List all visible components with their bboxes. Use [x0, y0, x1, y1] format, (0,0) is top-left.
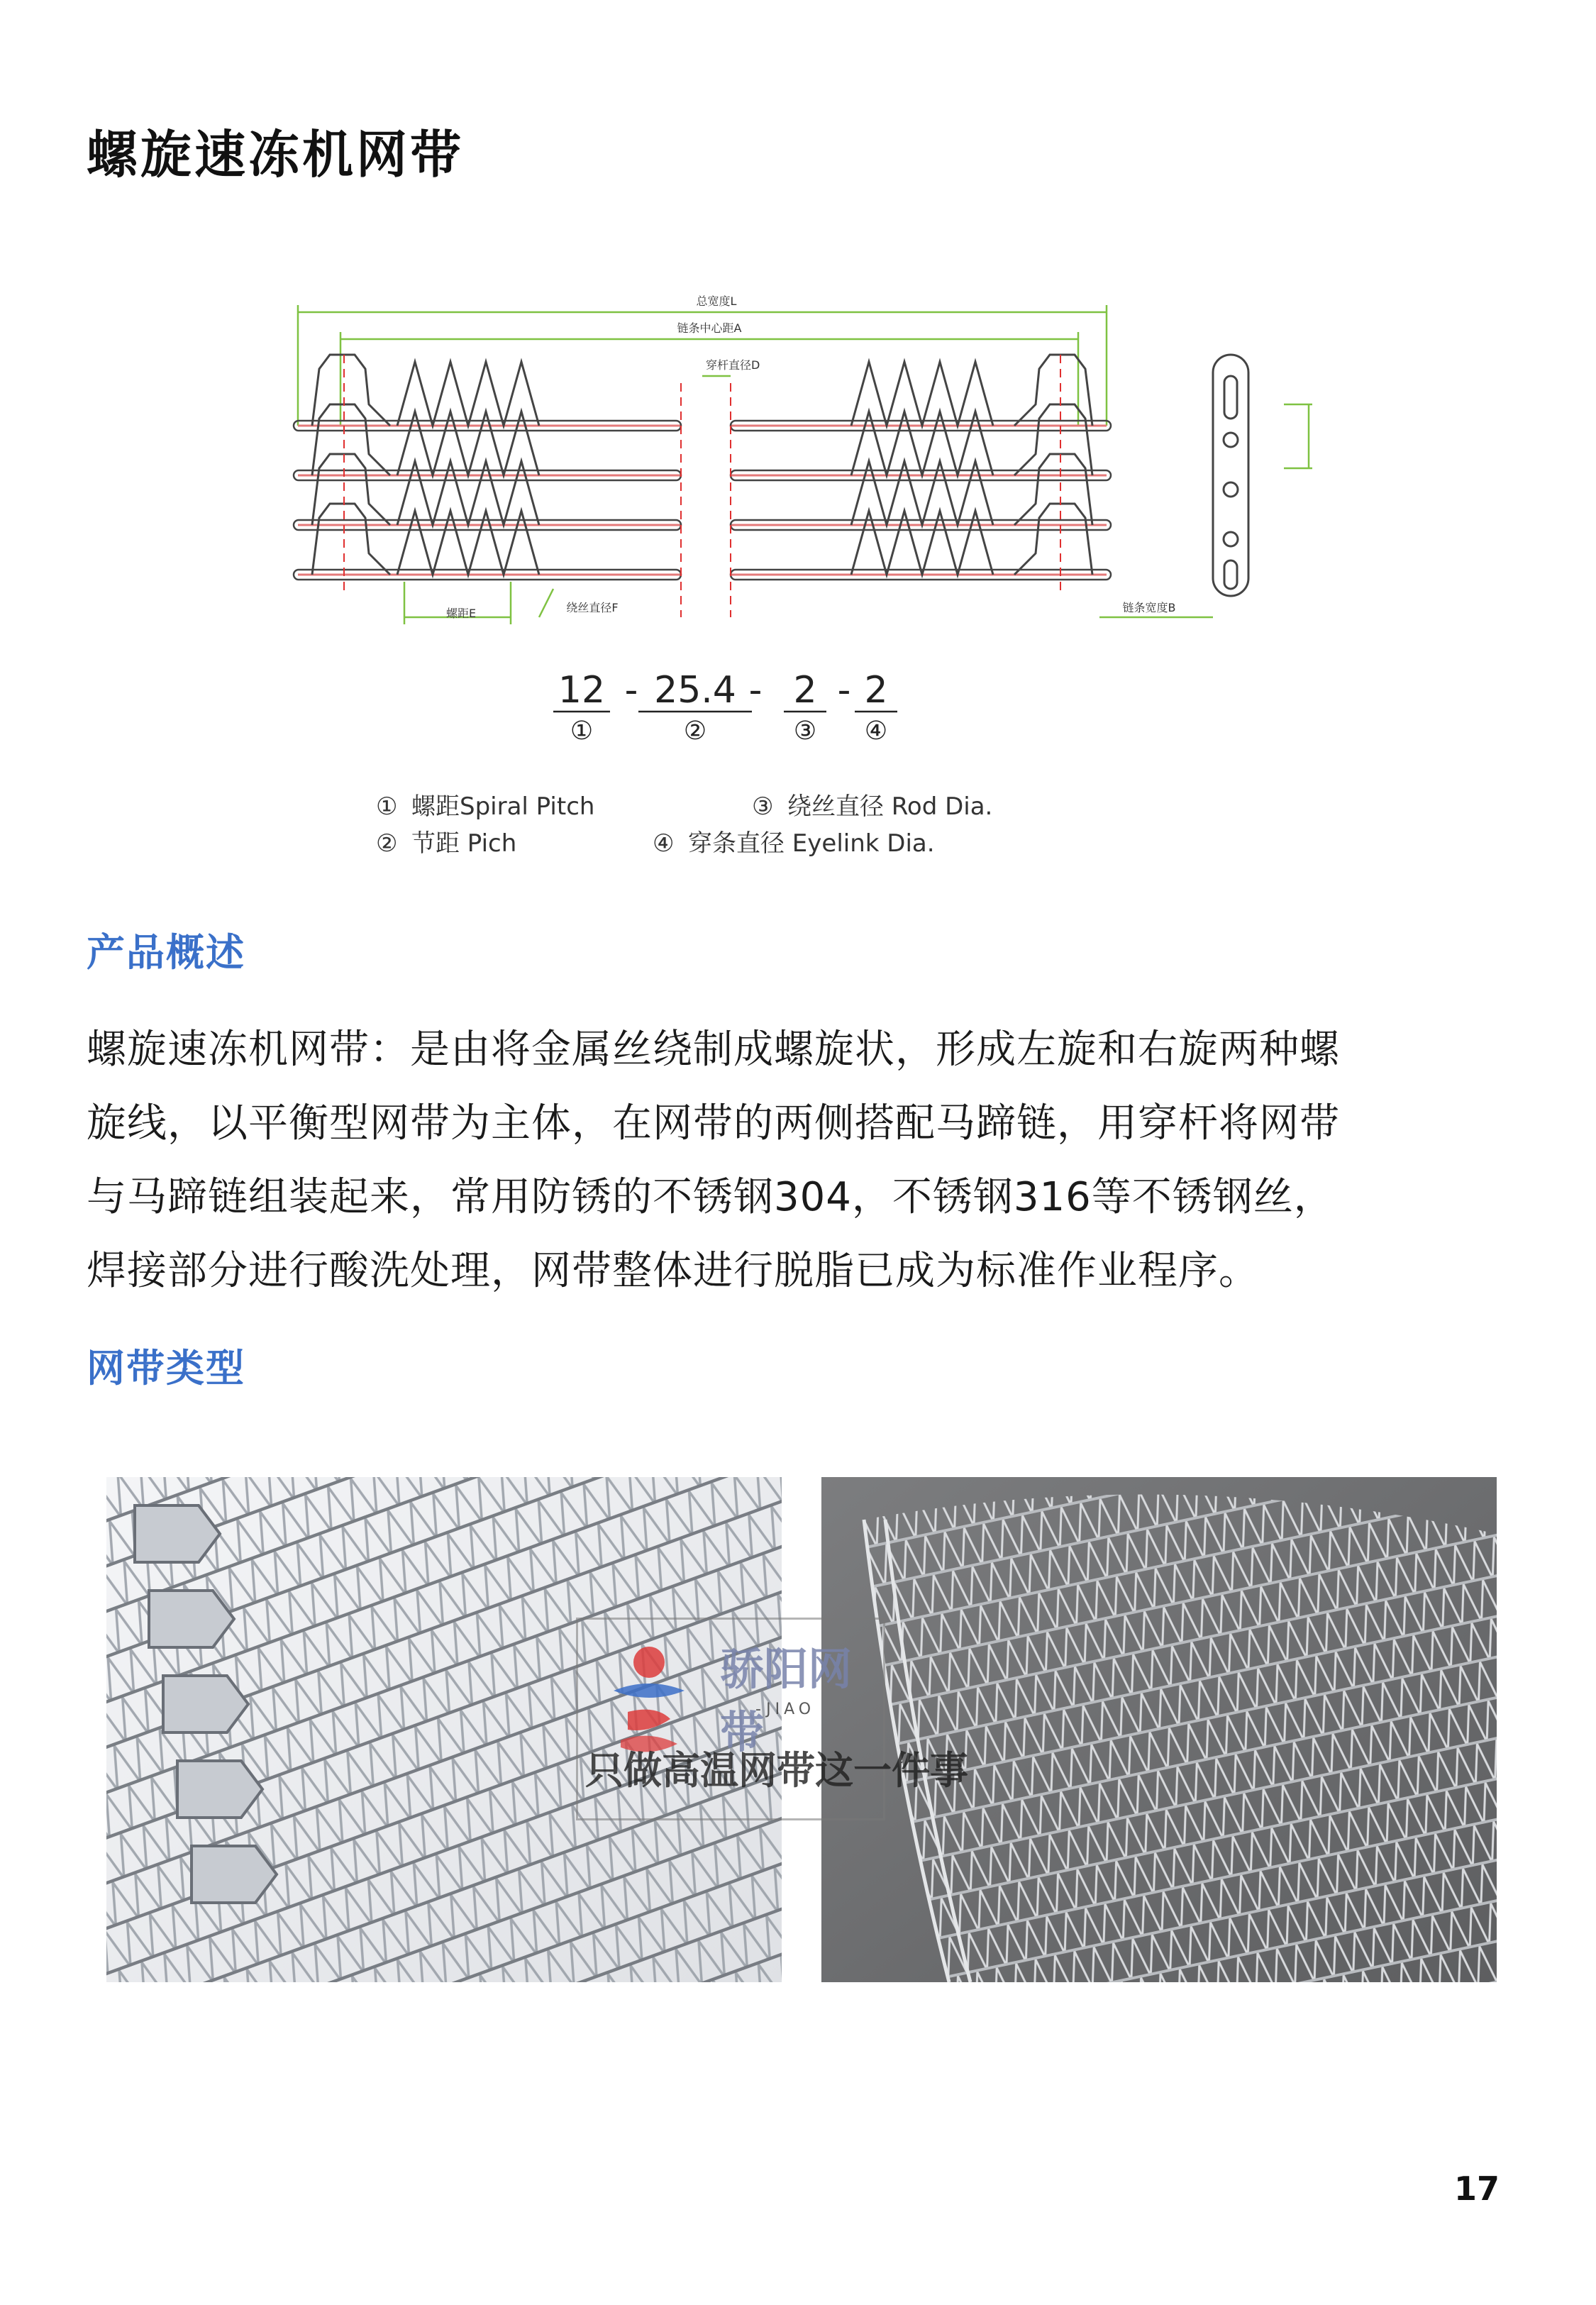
section-heading-types: 网带类型	[87, 1346, 245, 1391]
spec-circle-1: ①	[570, 717, 594, 746]
spec-part-1: 12	[558, 669, 606, 712]
label-total-width: 总宽度L	[696, 294, 737, 308]
spec-part-3: 2	[793, 669, 817, 712]
watermark-name: 骄阳网带	[720, 1643, 853, 1758]
legend-num-3: ③	[752, 792, 774, 821]
spec-circle-3: ③	[793, 717, 817, 746]
label-wire-dia: 绕丝直径F	[566, 601, 619, 614]
overview-line: 螺旋速冻机网带：是由将金属丝绕制成螺旋状，形成左旋和右旋两种螺	[87, 1027, 1340, 1073]
label-rod-dia: 穿杆直径D	[706, 358, 760, 372]
legend-text-3: 绕丝直径 Rod Dia.	[787, 792, 993, 821]
watermark-logo	[576, 1618, 968, 1820]
legend-num-1: ①	[376, 792, 398, 821]
spec-sep-3: -	[837, 669, 851, 712]
belt-photo-right	[821, 1477, 1497, 1982]
section-heading-overview: 产品概述	[87, 930, 245, 975]
spec-sep-2: -	[748, 669, 763, 712]
legend-text-2: 节距 Pich	[411, 829, 517, 858]
watermark-sub: -JIAO	[755, 1701, 816, 1718]
overview-line: 焊接部分进行酸洗处理，网带整体进行脱脂已成为标准作业程序。	[87, 1248, 1259, 1294]
page-number: 17	[1453, 2169, 1500, 2208]
label-chain-center: 链条中心距A	[677, 321, 742, 335]
watermark-slogan: 只做高温网带这一件事	[585, 1748, 968, 1793]
spec-circle-2: ②	[683, 717, 707, 746]
label-chain-width: 链条宽度B	[1122, 601, 1176, 614]
overview-line: 旋线，以平衡型网带为主体，在网带的两侧搭配马蹄链，用穿杆将网带	[87, 1100, 1340, 1146]
overview-line: 与马蹄链组装起来，常用防锈的不锈钢304，不锈钢316等不锈钢丝，	[87, 1174, 1334, 1220]
legend-text-4: 穿条直径 Eyelink Dia.	[688, 829, 935, 858]
label-pitch-e: 螺距E	[445, 607, 477, 620]
spec-circle-4: ④	[864, 717, 888, 746]
legend-num-2: ②	[376, 829, 398, 858]
spec-part-2: 25.4	[654, 669, 736, 712]
belt-spec-diagram	[284, 284, 1326, 866]
spec-part-4: 2	[864, 669, 888, 712]
legend-text-1: 螺距Spiral Pitch	[411, 792, 595, 821]
page-title: 螺旋速冻机网带	[87, 125, 465, 184]
overview-paragraph	[87, 1013, 1512, 1308]
spec-sep-1: -	[624, 669, 638, 712]
legend-num-4: ④	[653, 829, 675, 858]
